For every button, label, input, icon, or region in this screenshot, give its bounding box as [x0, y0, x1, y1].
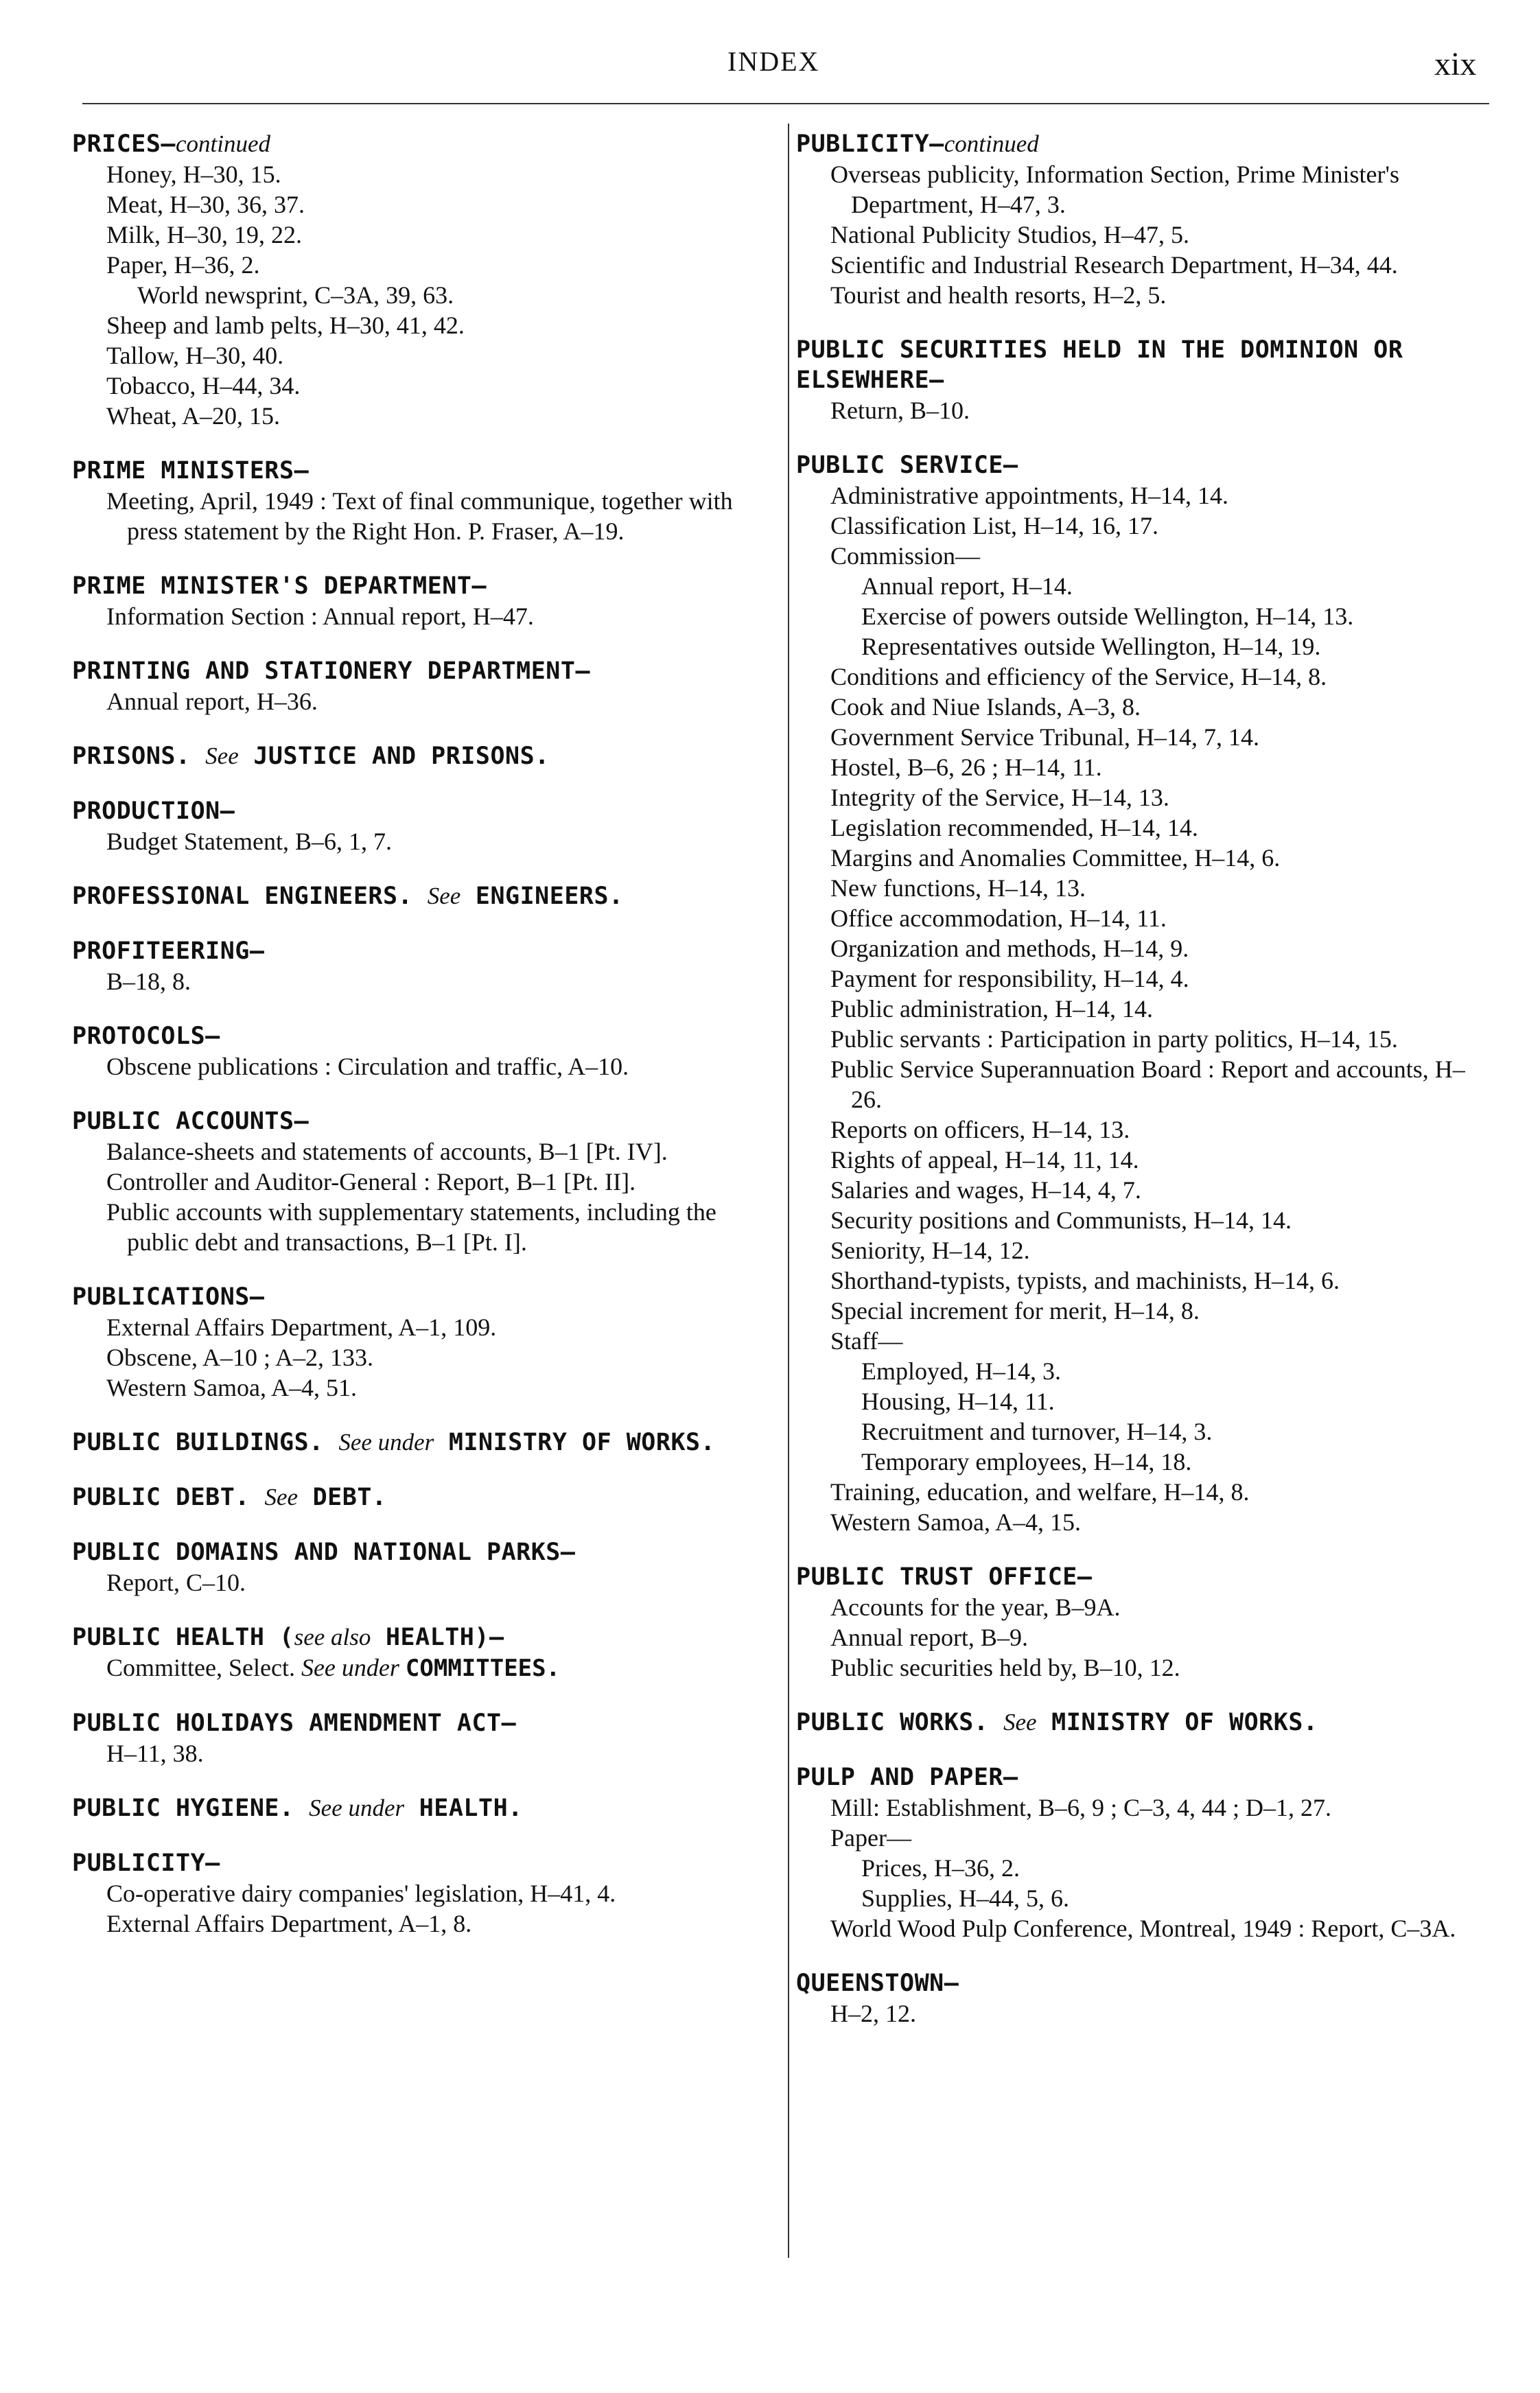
entry-heading: PROFITEERING—	[72, 937, 265, 965]
sub-entry: Reports on officers, H–14, 13.	[830, 1116, 1130, 1143]
sub-entry: Public servants : Participation in party politics, H–14, 15.	[830, 1025, 1398, 1053]
entry-heading: PRINTING AND STATIONERY DEPARTMENT—	[72, 657, 591, 685]
sub-entry: Controller and Auditor-General : Report, B–1 [Pt. II].	[106, 1168, 636, 1195]
entry-heading: PUBLIC HOLIDAYS AMENDMENT ACT—	[72, 1709, 517, 1737]
sub-entry: H–11, 38.	[106, 1740, 204, 1767]
entry-heading: PUBLIC TRUST OFFICE—	[796, 1563, 1093, 1591]
index-entry-publicity-continued	[796, 129, 1489, 310]
sub-entry: Housing, H–14, 11.	[861, 1388, 1055, 1415]
index-entry-prices	[72, 129, 762, 431]
index-entry-prisons	[72, 741, 762, 771]
sub-entry: Sheep and lamb pelts, H–30, 41, 42.	[106, 312, 465, 339]
sub-entry: Margins and Anomalies Committee, H–14, 6.	[830, 844, 1281, 872]
sub-entry: Scientific and Industrial Research Department, H–34, 44.	[830, 251, 1398, 279]
index-entry-public-hygiene	[72, 1793, 762, 1823]
sub-entry: World Wood Pulp Conference, Montreal, 1949 : Report, C–3A.	[830, 1915, 1456, 1942]
sub-entry: Accounts for the year, B–9A.	[830, 1594, 1121, 1621]
left-column	[72, 129, 762, 1963]
entry-heading: PULP AND PAPER—	[796, 1764, 1018, 1791]
entry-heading: PUBLIC HEALTH (see also HEALTH)—	[72, 1624, 504, 1651]
sub-entry: Obscene, A–10 ; A–2, 133.	[106, 1344, 373, 1371]
sub-entry: Representatives outside Wellington, H–14, 19.	[861, 633, 1321, 660]
sub-entry: Mill: Establishment, B–6, 9 ; C–3, 4, 44 ; D–1, 27.	[830, 1794, 1332, 1821]
page-number: xix	[1434, 46, 1477, 82]
entry-heading: PRIME MINISTERS—	[72, 457, 310, 485]
sub-entry: Integrity of the Service, H–14, 13.	[830, 784, 1169, 811]
sub-entry: New functions, H–14, 13.	[830, 874, 1086, 902]
sub-entry: World newsprint, C–3A, 39, 63.	[137, 281, 454, 309]
sub-entry: Supplies, H–44, 5, 6.	[861, 1884, 1070, 1912]
sub-entry: Honey, H–30, 15.	[106, 161, 281, 188]
entry-heading: PUBLIC WORKS. See MINISTRY OF WORKS.	[796, 1709, 1318, 1736]
sub-entry: Annual report, H–36.	[106, 688, 318, 715]
sub-entry: Legislation recommended, H–14, 14.	[830, 814, 1198, 841]
sub-entry: H–2, 12.	[830, 2000, 916, 2027]
sub-entry: Budget Statement, B–6, 1, 7.	[106, 828, 392, 855]
sub-entry: Salaries and wages, H–14, 4, 7.	[830, 1176, 1141, 1204]
sub-entry: Meat, H–30, 36, 37.	[106, 191, 305, 218]
sub-entry: Paper—	[830, 1824, 911, 1852]
sub-entry: Balance-sheets and statements of accounts, B–1 [Pt. IV].	[106, 1138, 668, 1165]
sub-entry: Administrative appointments, H–14, 14.	[830, 482, 1228, 509]
page-header	[0, 0, 1540, 137]
entry-heading: PUBLIC SERVICE—	[796, 452, 1018, 479]
sub-entry: Cook and Niue Islands, A–3, 8.	[830, 693, 1141, 721]
page-title: INDEX	[727, 46, 820, 77]
sub-entry: Western Samoa, A–4, 15.	[830, 1508, 1082, 1536]
entry-heading: PRISONS. See JUSTICE AND PRISONS.	[72, 743, 550, 770]
right-column	[796, 129, 1489, 2053]
sub-entry: Report, C–10.	[106, 1569, 246, 1596]
sub-entry: Annual report, H–14.	[861, 572, 1073, 600]
index-entry-protocols	[72, 1021, 762, 1082]
entry-heading: PROFESSIONAL ENGINEERS. See ENGINEERS.	[72, 883, 624, 910]
index-entry-public-holidays	[72, 1708, 762, 1769]
sub-entry: Staff—	[830, 1327, 903, 1355]
sub-entry: Public accounts with supplementary statements, including the public debt and transactions, B–1 [Pt. I].	[106, 1198, 716, 1256]
sub-entry: Payment for responsibility, H–14, 4.	[830, 965, 1189, 992]
sub-entry: Conditions and efficiency of the Service, H–14, 8.	[830, 663, 1327, 690]
sub-entry: Exercise of powers outside Wellington, H–14, 13.	[861, 603, 1354, 630]
sub-entry: Seniority, H–14, 12.	[830, 1237, 1030, 1264]
entry-heading: PRIME MINISTER'S DEPARTMENT—	[72, 572, 487, 600]
entry-heading: QUEENSTOWN—	[796, 1970, 959, 1997]
index-entry-public-accounts	[72, 1106, 762, 1257]
entry-heading: PUBLIC DOMAINS AND NATIONAL PARKS—	[72, 1539, 576, 1566]
sub-entry: Western Samoa, A–4, 51.	[106, 1374, 358, 1401]
index-entry-public-securities	[796, 335, 1489, 425]
entry-heading: PUBLIC ACCOUNTS—	[72, 1108, 310, 1135]
index-entry-public-debt	[72, 1482, 762, 1513]
index-entry-prime-ministers	[72, 456, 762, 546]
index-entry-publications	[72, 1282, 762, 1403]
sub-entry: Milk, H–30, 19, 22.	[106, 221, 303, 248]
column-divider	[788, 124, 789, 2258]
entry-heading: PRICES—continued	[72, 130, 271, 158]
entry-heading: PRODUCTION—	[72, 797, 235, 825]
sub-entry: Shorthand-typists, typists, and machinists, H–14, 6.	[830, 1267, 1340, 1294]
sub-entry: External Affairs Department, A–1, 109.	[106, 1314, 497, 1341]
sub-entry: Classification List, H–14, 16, 17.	[830, 512, 1158, 539]
entry-heading: PUBLIC DEBT. See DEBT.	[72, 1484, 387, 1511]
sub-entry: Employed, H–14, 3.	[861, 1357, 1061, 1385]
index-entry-professional-engineers	[72, 881, 762, 911]
index-entry-public-trust-office	[796, 1562, 1489, 1683]
entry-heading: PROTOCOLS—	[72, 1023, 220, 1050]
header-rule	[82, 103, 1489, 104]
sub-entry: Co-operative dairy companies' legislation, H–41, 4.	[106, 1880, 616, 1907]
sub-entry: External Affairs Department, A–1, 8.	[106, 1910, 472, 1937]
sub-entry: Public Service Superannuation Board : Report and accounts, H–26.	[830, 1055, 1465, 1113]
sub-entry: Public administration, H–14, 14.	[830, 995, 1153, 1023]
sub-entry: Prices, H–36, 2.	[861, 1854, 1020, 1882]
sub-entry: Committee, Select. See under COMMITTEES.	[106, 1654, 561, 1682]
sub-entry: Information Section : Annual report, H–47.	[106, 603, 534, 630]
sub-entry: Temporary employees, H–14, 18.	[861, 1448, 1192, 1475]
sub-entry: Paper, H–36, 2.	[106, 251, 260, 279]
sub-entry: Office accommodation, H–14, 11.	[830, 904, 1167, 932]
entry-heading: PUBLICITY—continued	[796, 130, 1039, 158]
index-entry-public-buildings	[72, 1427, 762, 1458]
sub-entry: Organization and methods, H–14, 9.	[830, 935, 1189, 962]
sub-entry: Return, B–10.	[830, 397, 970, 424]
sub-entry: Annual report, B–9.	[830, 1624, 1028, 1651]
entry-heading: PUBLIC BUILDINGS. See under MINISTRY OF WORKS.	[72, 1429, 716, 1456]
sub-entry: Meeting, April, 1949 : Text of final communique, together with press statement by the Right Hon. P. Fraser, A–19.	[106, 487, 733, 545]
entry-heading: PUBLICATIONS—	[72, 1283, 265, 1311]
index-entry-profiteering	[72, 936, 762, 996]
index-entry-publicity	[72, 1848, 762, 1939]
entry-heading: PUBLIC HYGIENE. See under HEALTH.	[72, 1795, 523, 1822]
sub-entry: B–18, 8.	[106, 968, 191, 995]
sub-entry: Hostel, B–6, 26 ; H–14, 11.	[830, 754, 1102, 781]
sub-entry: Training, education, and welfare, H–14, 8.	[830, 1478, 1250, 1506]
sub-entry: Rights of appeal, H–14, 11, 14.	[830, 1146, 1139, 1174]
index-entry-public-domains	[72, 1537, 762, 1598]
sub-entry: Government Service Tribunal, H–14, 7, 14.	[830, 723, 1259, 751]
sub-entry: Commission—	[830, 542, 981, 570]
index-entry-public-works	[796, 1707, 1489, 1738]
sub-entry: Obscene publications : Circulation and traffic, A–10.	[106, 1053, 629, 1080]
index-entry-production	[72, 796, 762, 856]
sub-entry: Special increment for merit, H–14, 8.	[830, 1297, 1200, 1324]
entry-heading: PUBLIC SECURITIES HELD IN THE DOMINION OR ELSEWHERE—	[796, 336, 1403, 394]
sub-entry: Tallow, H–30, 40.	[106, 342, 284, 369]
index-entry-public-health	[72, 1622, 762, 1683]
sub-entry: Security positions and Communists, H–14, 14.	[830, 1206, 1292, 1234]
sub-entry: National Publicity Studios, H–47, 5.	[830, 221, 1190, 248]
sub-entry: Public securities held by, B–10, 12.	[830, 1654, 1180, 1681]
index-entry-pulp-and-paper	[796, 1762, 1489, 1943]
index-entry-prime-ministers-department	[72, 571, 762, 631]
sub-entry: Tobacco, H–44, 34.	[106, 372, 301, 399]
sub-entry: Tourist and health resorts, H–2, 5.	[830, 281, 1167, 309]
sub-entry: Overseas publicity, Information Section, Prime Minister's Department, H–47, 3.	[830, 161, 1400, 218]
index-entry-printing	[72, 656, 762, 716]
entry-heading: PUBLICITY—	[72, 1849, 220, 1877]
index-entry-queenstown	[796, 1968, 1489, 2029]
sub-entry: Recruitment and turnover, H–14, 3.	[861, 1418, 1213, 1445]
sub-entry: Wheat, A–20, 15.	[106, 402, 280, 430]
index-entry-public-service	[796, 450, 1489, 1537]
